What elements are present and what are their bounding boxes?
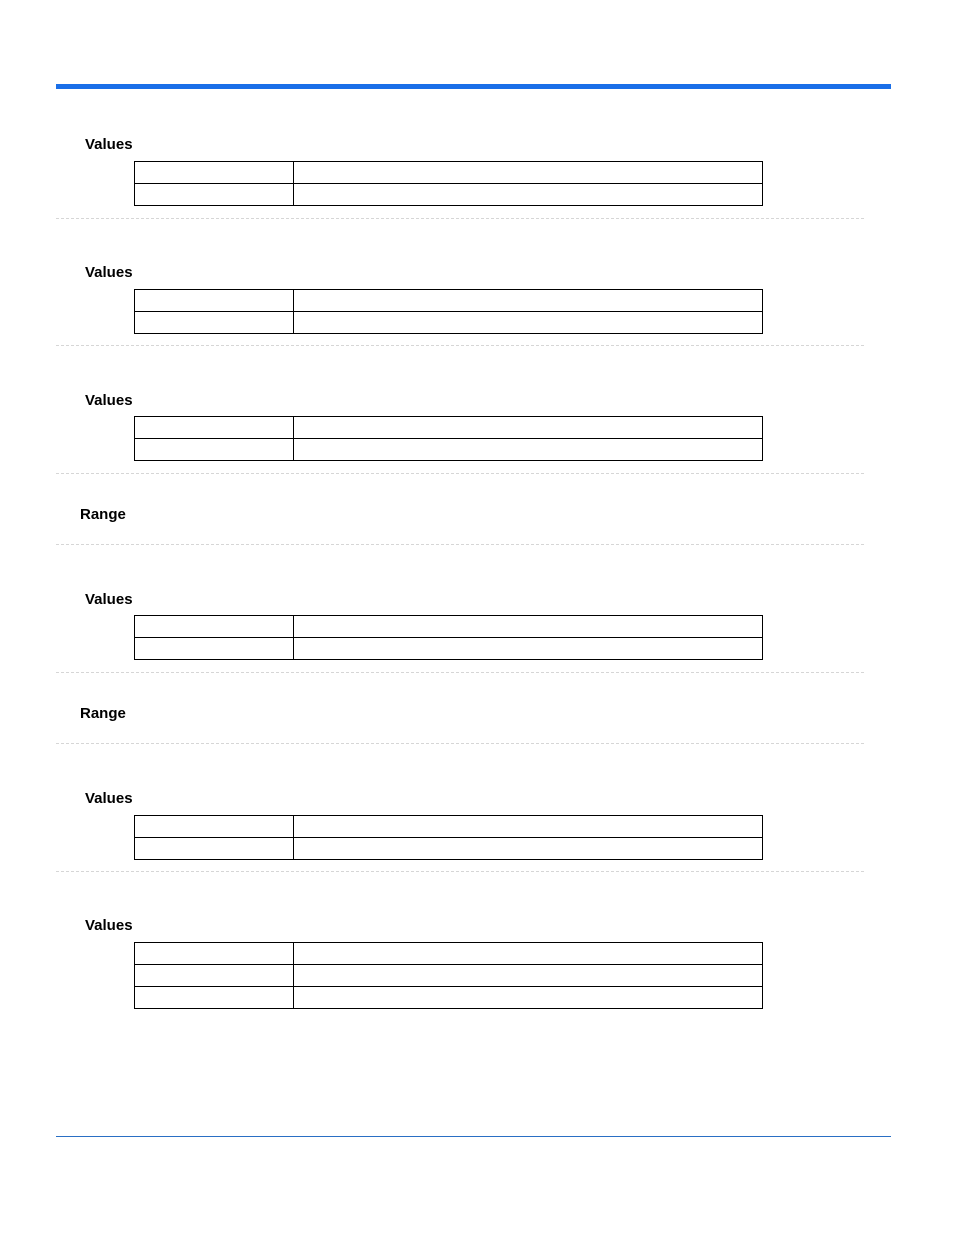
section-separator: [56, 544, 864, 545]
table-cell: [294, 838, 763, 860]
table-cell: [135, 290, 294, 312]
table-row: [135, 943, 763, 965]
table-row: [135, 965, 763, 987]
section-heading-values: Values: [85, 264, 133, 281]
values-table: [134, 942, 763, 1009]
table-cell: [135, 838, 294, 860]
table-cell: [135, 965, 294, 987]
table-row: [135, 312, 763, 334]
values-table: [134, 615, 763, 660]
table-cell: [294, 184, 763, 206]
table-cell: [135, 987, 294, 1009]
table-row: [135, 290, 763, 312]
table-cell: [135, 312, 294, 334]
table-row: [135, 638, 763, 660]
section-heading-values: Values: [85, 790, 133, 807]
table-cell: [294, 290, 763, 312]
header-accent-bar: [56, 84, 891, 89]
table-cell: [135, 816, 294, 838]
table-cell: [294, 162, 763, 184]
table-cell: [135, 417, 294, 439]
section-separator: [56, 473, 864, 474]
table-row: [135, 616, 763, 638]
table-row: [135, 838, 763, 860]
table-cell: [294, 816, 763, 838]
table-row: [135, 417, 763, 439]
table-cell: [135, 616, 294, 638]
table-cell: [135, 943, 294, 965]
section-heading-values: Values: [85, 392, 133, 409]
table-row: [135, 162, 763, 184]
table-row: [135, 816, 763, 838]
table-cell: [294, 417, 763, 439]
values-table: [134, 815, 763, 860]
section-heading-range: Range: [80, 506, 126, 523]
section-separator: [56, 743, 864, 744]
section-heading-values: Values: [85, 591, 133, 608]
table-row: [135, 439, 763, 461]
section-separator: [56, 871, 864, 872]
table-row: [135, 987, 763, 1009]
table-cell: [294, 965, 763, 987]
values-table: [134, 161, 763, 206]
table-cell: [135, 439, 294, 461]
table-cell: [294, 943, 763, 965]
values-table: [134, 416, 763, 461]
table-row: [135, 184, 763, 206]
table-cell: [135, 162, 294, 184]
table-cell: [135, 638, 294, 660]
table-cell: [294, 312, 763, 334]
values-table: [134, 289, 763, 334]
table-cell: [294, 439, 763, 461]
section-separator: [56, 345, 864, 346]
section-separator: [56, 218, 864, 219]
footer-rule: [56, 1136, 891, 1137]
table-cell: [135, 184, 294, 206]
section-heading-range: Range: [80, 705, 126, 722]
table-cell: [294, 616, 763, 638]
table-cell: [294, 638, 763, 660]
section-separator: [56, 672, 864, 673]
section-heading-values: Values: [85, 136, 133, 153]
table-cell: [294, 987, 763, 1009]
section-heading-values: Values: [85, 917, 133, 934]
